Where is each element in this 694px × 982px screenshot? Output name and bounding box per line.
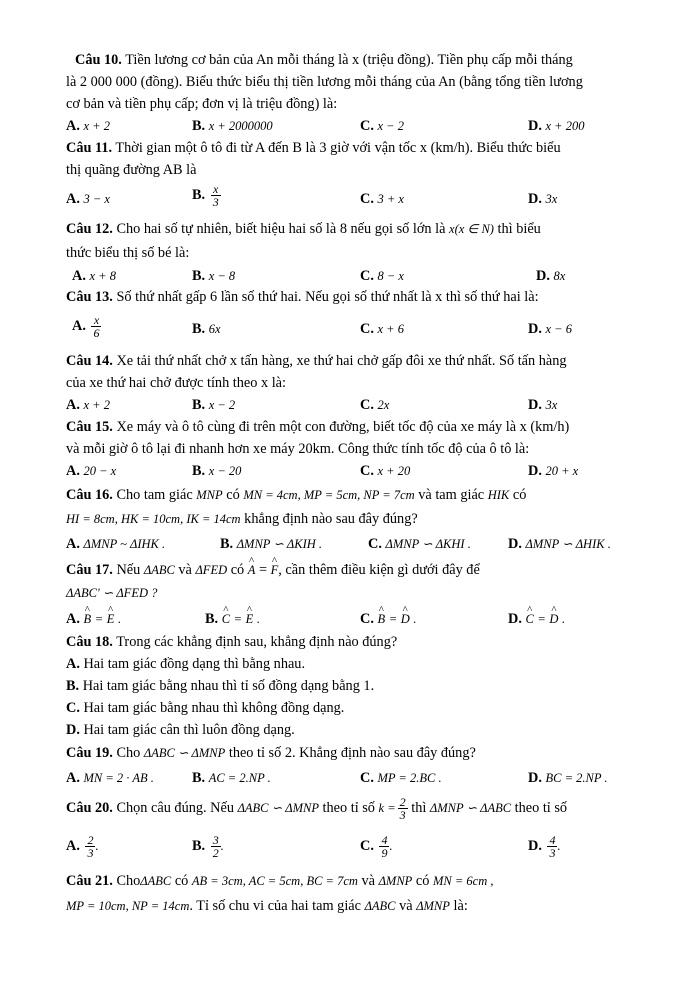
q10-label: Câu 10. [75, 52, 122, 68]
q17-line2: ΔABC' ∽ ΔFED ? [66, 586, 158, 600]
q12-line2: thức biểu thị số bé là: [66, 245, 190, 261]
q17-option-c[interactable]: C. ^ B = ^ D . [360, 610, 416, 628]
q21-line1: Câu 21. ChoΔABC có AB = 3cm, AC = 5cm, BC = 7cm và ΔMNP có MN = 6cm , [66, 873, 494, 889]
q15-option-a[interactable]: A. 20 − x [66, 463, 117, 479]
q14-option-d[interactable]: D. 3x [528, 397, 558, 413]
q18-option-a[interactable]: A. Hai tam giác đồng dạng thì bằng nhau. [66, 656, 306, 672]
q18-line1: Câu 18. Trong các khẳng định sau, khẳng định nào đúng? [66, 634, 398, 650]
q19-option-d[interactable]: D. BC = 2.NP . [528, 770, 608, 786]
q15-option-b[interactable]: B. x − 20 [192, 463, 242, 479]
q19-option-a[interactable]: A. MN = 2 · AB . [66, 770, 154, 786]
q13-option-a[interactable]: A. $\frac{x}{6}$ [72, 313, 100, 340]
q16-option-d[interactable]: D. ΔMNP ∽ ΔHIK . [508, 536, 611, 552]
q10-option-c[interactable]: C. x − 2 [360, 118, 404, 134]
q12-line1: Câu 12. Cho hai số tự nhiên, biết hiệu hai số là 8 nếu gọi số lớn là x(x ∈ N) thì biểu [66, 221, 541, 237]
q14-option-c[interactable]: C. 2x [360, 397, 390, 413]
q16-option-c[interactable]: C. ΔMNP ∽ ΔKHI . [368, 536, 471, 552]
q15-line1: Câu 15. Xe máy và ô tô cùng đi trên một con đường, biết tốc độ của xe máy là x (km/h) [66, 419, 570, 435]
q11-line2: thị quãng đường AB là [66, 162, 197, 178]
q14-option-a[interactable]: A. x + 2 [66, 397, 110, 413]
q12-option-c[interactable]: C. 8 − x [360, 268, 404, 284]
q10-option-d[interactable]: D. x + 200 [528, 118, 585, 134]
q10-line3: cơ bản và tiền phụ cấp; đơn vị là triệu đồng) là: [66, 96, 338, 112]
q13-line1: Câu 13. Số thứ nhất gấp 6 lần số thứ hai. Nếu gọi số thứ nhất là x thì số thứ hai là: [66, 289, 539, 305]
q11-option-b[interactable]: B. $\frac{x}{3}$ [192, 182, 219, 209]
q19-option-b[interactable]: B. AC = 2.NP . [192, 770, 271, 786]
q20-line1: Câu 20. Chọn câu đúng. Nếu ΔABC ∽ ΔMNP theo tỉ số k = $\frac{2}{3}$ thì ΔMNP ∽ ΔABC theo tỉ số [66, 795, 568, 822]
q12-option-b[interactable]: B. x − 8 [192, 268, 236, 284]
q10-option-b[interactable]: B. x + 2000000 [192, 118, 273, 134]
q13-label: Câu 13. [66, 289, 113, 305]
q19-line1: Câu 19. Cho ΔABC ∽ ΔMNP theo tỉ số 2. Khẳng định nào sau đây đúng? [66, 745, 476, 761]
q18-option-c[interactable]: C. Hai tam giác bằng nhau thì không đồng dạng. [66, 700, 345, 716]
q15-line2: và mỗi giờ ô tô lại đi nhanh hơn xe máy 20km. Công thức tính tốc độ của ô tô là: [66, 441, 530, 457]
q11-label: Câu 11. [66, 140, 113, 156]
q16-label: Câu 16. [66, 487, 113, 503]
q21-line2: MP = 10cm, NP = 14cm. Tỉ số chu vi của hai tam giác ΔABC và ΔMNP là: [66, 898, 468, 914]
q19-label: Câu 19. [66, 745, 113, 761]
q13-option-d[interactable]: D. x − 6 [528, 321, 572, 337]
q20-option-d[interactable]: D. $\frac{4}{3}$ . [528, 833, 561, 860]
q10-option-a[interactable]: A. x + 2 [66, 118, 110, 134]
q20-option-a[interactable]: A. $\frac{2}{3}$ . [66, 833, 99, 860]
q12-label: Câu 12. [66, 221, 113, 237]
q15-label: Câu 15. [66, 419, 113, 435]
q14-line1: Câu 14. Xe tải thứ nhất chở x tấn hàng, xe thứ hai chở gấp đôi xe thứ nhất. Số tấn hàng [66, 353, 567, 369]
q20-option-c[interactable]: C. $\frac{4}{9}$ . [360, 833, 393, 860]
q10-line1 [75, 51, 573, 69]
q13-option-b[interactable]: B. 6x [192, 321, 221, 337]
q14-line2: của xe thứ hai chở được tính theo x là: [66, 375, 286, 391]
q17-option-d[interactable]: D. ^ C = ^ D . [508, 610, 565, 628]
q13-option-c[interactable]: C. x + 6 [360, 321, 404, 337]
q16-line2: HI = 8cm, HK = 10cm, IK = 14cm khẳng định nào sau đây đúng? [66, 511, 418, 527]
q18-option-d[interactable]: D. Hai tam giác cân thì luôn đồng dạng. [66, 722, 295, 738]
q15-option-c[interactable]: C. x + 20 [360, 463, 411, 479]
q12-option-a[interactable]: A. x + 8 [72, 268, 116, 284]
q20-option-b[interactable]: B. $\frac{3}{2}$ . [192, 833, 224, 860]
q11-option-d[interactable]: D. 3x [528, 191, 558, 207]
q11-line1: Câu 11. Thời gian một ô tô đi từ A đến B là 3 giờ với vận tốc x (km/h). Biểu thức biểu [66, 140, 561, 156]
q19-option-c[interactable]: C. MP = 2.BC . [360, 770, 442, 786]
q12-option-d[interactable]: D. 8x [536, 268, 566, 284]
q20-label: Câu 20. [66, 799, 113, 816]
q10-text-1: Tiền lương cơ bản của An mỗi tháng là x (triệu đồng). Tiền phụ cấp mỗi tháng [125, 52, 573, 68]
q18-label: Câu 18. [66, 634, 113, 650]
q16-option-b[interactable]: B. ΔMNP ∽ ΔKIH . [220, 536, 323, 552]
q17-line1: Câu 17. Nếu ΔABC và ΔFED có ^ A = ^ F, cần thêm điều kiện gì dưới đây để [66, 561, 480, 579]
q16-line1: Câu 16. Cho tam giác MNP có MN = 4cm, MP = 5cm, NP = 7cm và tam giác HIK có [66, 487, 527, 503]
q11-option-a[interactable]: A. 3 − x [66, 191, 110, 207]
q18-option-b[interactable]: B. Hai tam giác bằng nhau thì tỉ số đồng dạng bằng 1. [66, 678, 375, 694]
q17-option-b[interactable]: B. ^ C = ^ E . [205, 610, 260, 628]
q21-label: Câu 21. [66, 873, 113, 889]
q17-label: Câu 17. [66, 562, 113, 578]
q14-option-b[interactable]: B. x − 2 [192, 397, 236, 413]
q17-option-a[interactable]: A. ^ B = ^ E . [66, 610, 121, 628]
q10-line2: là 2 000 000 (đồng). Biểu thức biểu thị tiền lương mỗi tháng của An (bằng tổng tiền lương [66, 74, 583, 90]
q14-label: Câu 14. [66, 353, 113, 369]
q11-option-c[interactable]: C. 3 + x [360, 191, 404, 207]
q15-option-d[interactable]: D. 20 + x [528, 463, 579, 479]
q16-option-a[interactable]: A. ΔMNP ~ ΔIHK . [66, 536, 166, 552]
